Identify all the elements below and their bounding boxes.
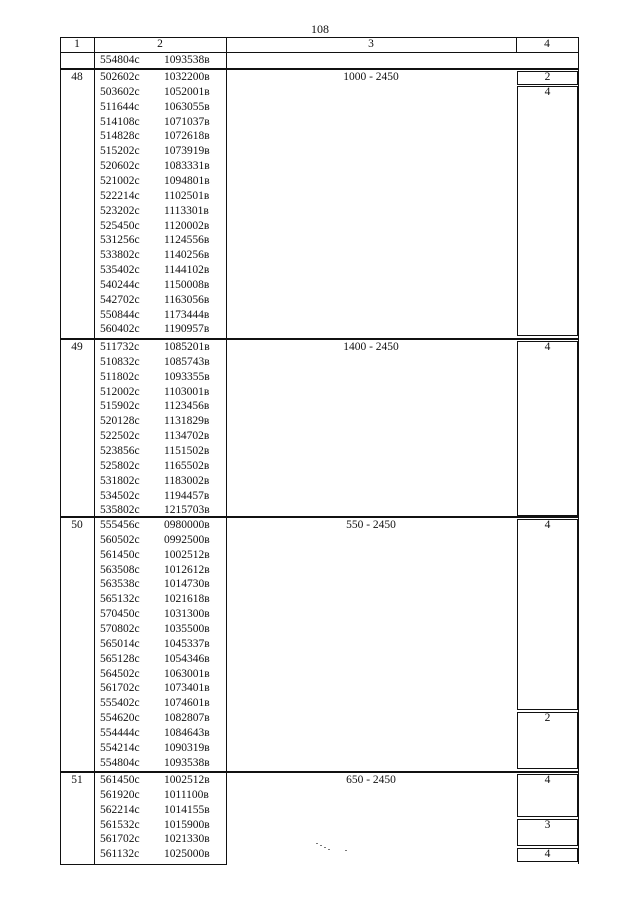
latitude-cell: 515202с	[100, 145, 140, 158]
longitude-cell: 1072618в	[164, 130, 210, 143]
longitude-cell: 1140256в	[164, 249, 210, 262]
scan-speck	[320, 845, 322, 846]
column4-value: 2	[544, 712, 551, 725]
latitude-cell: 561532с	[100, 818, 140, 831]
longitude-cell: 1074601в	[164, 697, 210, 710]
scan-speck	[328, 849, 330, 850]
longitude-cell: 1073401в	[164, 682, 210, 695]
longitude-cell: 1021618в	[164, 593, 210, 606]
group-range: 650 - 2450	[346, 774, 396, 786]
column-rule	[516, 37, 517, 53]
latitude-cell: 514828с	[100, 130, 140, 143]
latitude-cell: 511732с	[100, 341, 140, 353]
table-rule	[60, 864, 227, 865]
latitude-cell: 534502с	[100, 489, 140, 502]
latitude-cell: 561702с	[100, 682, 140, 695]
longitude-cell: 1183002в	[164, 474, 210, 487]
longitude-cell: 1083331в	[164, 160, 210, 173]
column4-value: 4	[544, 774, 551, 786]
column-header-4: 4	[544, 38, 550, 50]
longitude-cell: 1102501в	[164, 189, 210, 202]
latitude-cell: 554214с	[100, 741, 140, 754]
latitude-cell: 565128с	[100, 652, 140, 665]
latitude-cell: 564502с	[100, 667, 140, 680]
longitude-cell: 1011100в	[164, 788, 209, 801]
longitude-cell: 1082807в	[164, 712, 210, 725]
longitude-cell: 1165502в	[164, 459, 210, 472]
longitude-cell: 1215703в	[164, 504, 210, 517]
latitude-cell: 525450с	[100, 219, 140, 232]
longitude-cell: 1120002в	[164, 219, 210, 232]
longitude-cell: 0980000в	[164, 519, 210, 531]
longitude-cell: 1063001в	[164, 667, 210, 680]
latitude-cell: 554804с	[100, 54, 140, 66]
column4-value: 4	[544, 85, 551, 98]
column-header-1: 1	[74, 38, 80, 50]
latitude-cell: 561702с	[100, 833, 140, 846]
page-number: 108	[311, 22, 329, 36]
latitude-cell: 503602с	[100, 85, 140, 98]
longitude-cell: 0992500в	[164, 533, 210, 546]
latitude-cell: 554444с	[100, 726, 140, 739]
longitude-cell: 1124556в	[164, 234, 210, 247]
longitude-cell: 1085201в	[164, 341, 210, 353]
longitude-cell: 1035500в	[164, 622, 210, 635]
longitude-cell: 1045337в	[164, 637, 210, 650]
latitude-cell: 535802с	[100, 504, 140, 517]
longitude-cell: 1134702в	[164, 430, 210, 443]
latitude-cell: 555402с	[100, 697, 140, 710]
latitude-cell: 515902с	[100, 400, 140, 413]
scan-speck	[324, 847, 326, 848]
longitude-cell: 1084643в	[164, 726, 210, 739]
longitude-cell: 1144102в	[164, 264, 210, 277]
latitude-cell: 523202с	[100, 204, 140, 217]
latitude-cell: 533802с	[100, 249, 140, 262]
longitude-cell: 1054346в	[164, 652, 210, 665]
group-number: 50	[71, 519, 83, 531]
column4-value: 4	[544, 341, 551, 353]
latitude-cell: 521002с	[100, 174, 140, 187]
latitude-cell: 563538с	[100, 578, 140, 591]
latitude-cell: 520602с	[100, 160, 140, 173]
longitude-cell: 1002512в	[164, 548, 210, 561]
column-rule	[226, 37, 227, 864]
longitude-cell: 1071037в	[164, 115, 210, 128]
latitude-cell: 531802с	[100, 474, 140, 487]
longitude-cell: 1103001в	[164, 385, 210, 398]
longitude-cell: 1021330в	[164, 833, 210, 846]
column4-box	[517, 341, 578, 516]
column-header-3: 3	[368, 38, 374, 50]
longitude-cell: 1123456в	[164, 400, 210, 413]
latitude-cell: 542702с	[100, 293, 140, 306]
column-rule	[60, 37, 61, 864]
column-header-2: 2	[157, 38, 163, 50]
longitude-cell: 1085743в	[164, 355, 210, 368]
latitude-cell: 561132с	[100, 848, 140, 861]
latitude-cell: 511644с	[100, 100, 140, 113]
longitude-cell: 1052001в	[164, 85, 210, 98]
longitude-cell: 1194457в	[164, 489, 210, 502]
scan-speck	[345, 850, 347, 851]
column4-value: 2	[544, 71, 551, 83]
column4-box	[517, 86, 578, 336]
column-rule	[94, 37, 95, 864]
longitude-cell: 1015900в	[164, 818, 210, 831]
latitude-cell: 550844с	[100, 308, 140, 321]
latitude-cell: 522214с	[100, 189, 140, 202]
latitude-cell: 531256с	[100, 234, 140, 247]
latitude-cell: 560502с	[100, 533, 140, 546]
longitude-cell: 1163056в	[164, 293, 210, 306]
longitude-cell: 1073919в	[164, 145, 210, 158]
longitude-cell: 1093538в	[164, 756, 210, 769]
longitude-cell: 1090319в	[164, 741, 210, 754]
latitude-cell: 561450с	[100, 548, 140, 561]
longitude-cell: 1012612в	[164, 563, 210, 576]
longitude-cell: 1093538в	[164, 54, 210, 66]
latitude-cell: 554620с	[100, 712, 140, 725]
column4-value: 3	[544, 818, 551, 831]
latitude-cell: 514108с	[100, 115, 140, 128]
longitude-cell: 1173444в	[164, 308, 210, 321]
longitude-cell: 1150008в	[164, 278, 210, 291]
latitude-cell: 561920с	[100, 788, 140, 801]
column4-value: 4	[544, 519, 551, 531]
column4-value: 4	[544, 848, 551, 861]
longitude-cell: 1094801в	[164, 174, 210, 187]
latitude-cell: 561450с	[100, 774, 140, 786]
latitude-cell: 560402с	[100, 323, 140, 336]
group-number: 48	[71, 71, 83, 83]
longitude-cell: 1113301в	[164, 204, 209, 217]
group-range: 1000 - 2450	[343, 71, 399, 83]
column-rule	[578, 37, 579, 864]
latitude-cell: 570802с	[100, 622, 140, 635]
longitude-cell: 1093355в	[164, 370, 210, 383]
latitude-cell: 540244с	[100, 278, 140, 291]
longitude-cell: 1014730в	[164, 578, 210, 591]
group-range: 1400 - 2450	[343, 341, 399, 353]
longitude-cell: 1025000в	[164, 848, 210, 861]
latitude-cell: 502602с	[100, 71, 140, 83]
latitude-cell: 565132с	[100, 593, 140, 606]
longitude-cell: 1031300в	[164, 608, 210, 621]
latitude-cell: 512002с	[100, 385, 140, 398]
group-number: 51	[71, 774, 83, 786]
longitude-cell: 1014155в	[164, 803, 210, 816]
longitude-cell: 1002512в	[164, 774, 210, 786]
latitude-cell: 554804с	[100, 756, 140, 769]
latitude-cell: 565014с	[100, 637, 140, 650]
latitude-cell: 522502с	[100, 430, 140, 443]
longitude-cell: 1131829в	[164, 415, 210, 428]
longitude-cell: 1190957в	[164, 323, 210, 336]
latitude-cell: 525802с	[100, 459, 140, 472]
longitude-cell: 1063055в	[164, 100, 210, 113]
latitude-cell: 520128с	[100, 415, 140, 428]
latitude-cell: 563508с	[100, 563, 140, 576]
longitude-cell: 1032200в	[164, 71, 210, 83]
latitude-cell: 510832с	[100, 355, 140, 368]
latitude-cell: 511802с	[100, 370, 140, 383]
latitude-cell: 555456с	[100, 519, 140, 531]
scan-speck	[316, 843, 318, 844]
latitude-cell: 570450с	[100, 608, 140, 621]
latitude-cell: 562214с	[100, 803, 140, 816]
group-range: 550 - 2450	[346, 519, 396, 531]
group-number: 49	[71, 341, 83, 353]
longitude-cell: 1151502в	[164, 444, 210, 457]
latitude-cell: 523856с	[100, 444, 140, 457]
latitude-cell: 535402с	[100, 264, 140, 277]
column4-box	[517, 519, 578, 710]
